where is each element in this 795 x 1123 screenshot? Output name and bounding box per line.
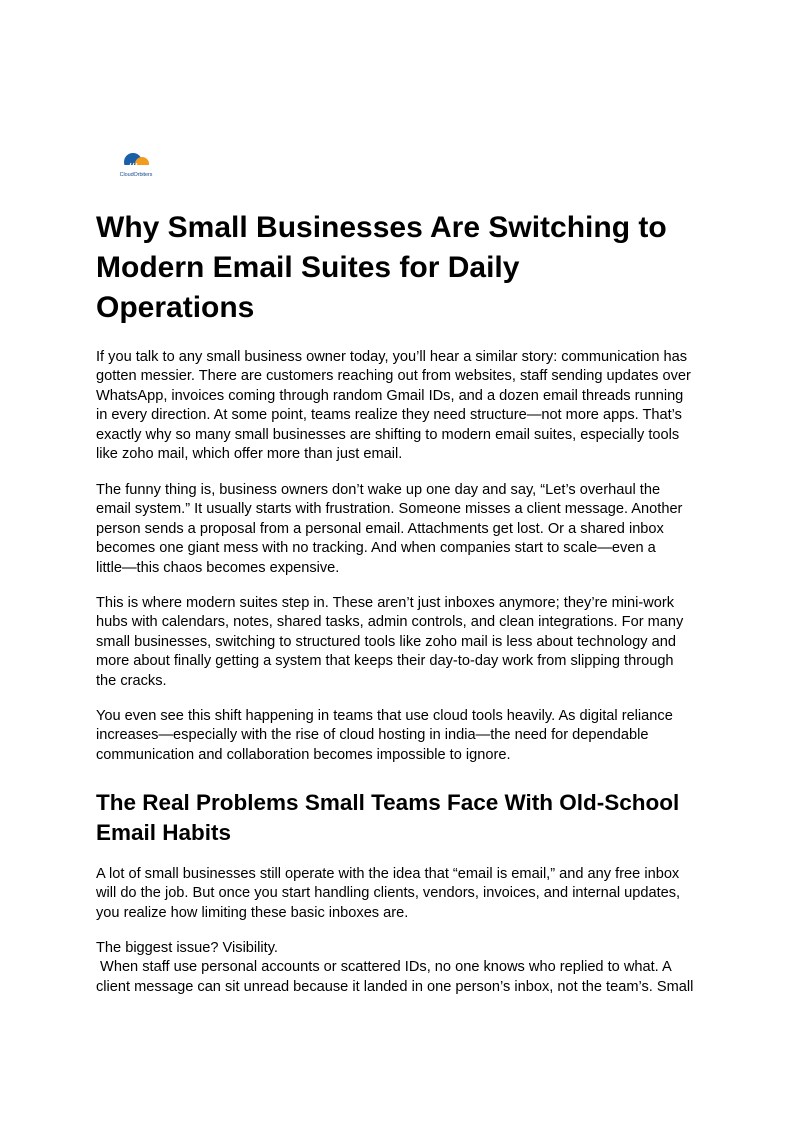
text-line: more about finally getting a system that keeps their day-to-day work from slipping through [96,653,674,670]
text-line: This is where modern suites step in. These aren’t just inboxes anymore; they’re mini-work [96,595,675,611]
text-line: email system.” It usually starts with frustration. Someone misses a client message. Another [96,501,683,518]
text-line: The biggest issue? Visibility. [96,940,278,956]
text-line: If you talk to any small business owner today, you’ll hear a similar story: communication has [96,349,688,365]
text-line: The funny thing is, business owners don’t wake up one day and say, “Let’s overhaul the [96,482,661,498]
text-line: increases—especially with the rise of cloud hosting in india—the need for dependable [96,727,649,744]
paragraph-frustration [96,481,708,578]
text-line: in every direction. At some point, teams realize they need structure—not more apps. That’s [96,407,682,424]
text-line: client message can sit unread because it landed in one person’s inbox, not the team’s. Small [96,978,694,995]
text-line: When staff use personal accounts or scattered IDs, no one knows who replied to what. A [96,959,672,976]
paragraph-visibility [96,939,708,997]
text-line: You even see this shift happening in teams that use cloud tools heavily. As digital reliance [96,708,673,724]
page-title [96,208,708,328]
text-line: will do the job. But once you start handling clients, vendors, invoices, and internal updates, [96,885,681,902]
text-line: becomes one giant mess with no tracking. And when companies start to scale—even a [96,540,656,557]
paragraph-cloud [96,707,708,765]
text-line: hubs with calendars, notes, shared tasks, admin controls, and clean integrations. For many [96,614,684,631]
text-line: little—this chaos becomes expensive. [96,559,340,576]
text-line: person sends a proposal from a personal email. Attachments get lost. Or a shared inbox [96,520,664,537]
title-line: Modern Email Suites for Daily [96,251,520,284]
text-line: WhatsApp, invoices coming through random Gmail IDs, and a dozen email threads running [96,387,684,404]
text-line: small businesses, switching to structured tools like zoho mail is less about technology and [96,633,676,650]
section-heading [96,788,708,848]
text-line: communication and collaboration becomes impossible to ignore. [96,746,511,763]
paragraph-intro [96,348,708,464]
text-line: A lot of small businesses still operate with the idea that “email is email,” and any free inbox [96,866,680,882]
paragraph-free-inbox [96,865,708,923]
title-line: Why Small Businesses Are Switching to [96,211,667,244]
logo-text: CloudOrbiters [119,172,153,178]
heading-line: Email Habits [96,820,232,845]
heading-line: The Real Problems Small Teams Face With Old-School [96,790,680,815]
text-line: gotten messier. There are customers reaching out from websites, staff sending updates over [96,368,691,385]
text-line: you realize how limiting these basic inboxes are. [96,904,409,921]
text-line: the cracks. [96,672,167,689]
paragraph-modern-suites [96,594,708,691]
title-line: Operations [96,291,255,324]
text-line: exactly why so many small businesses are shifting to modern email suites, especially tools [96,426,680,443]
cloud-logo-icon [114,150,158,174]
logo [114,150,158,182]
text-line: like zoho mail, which offer more than just email. [96,446,403,463]
